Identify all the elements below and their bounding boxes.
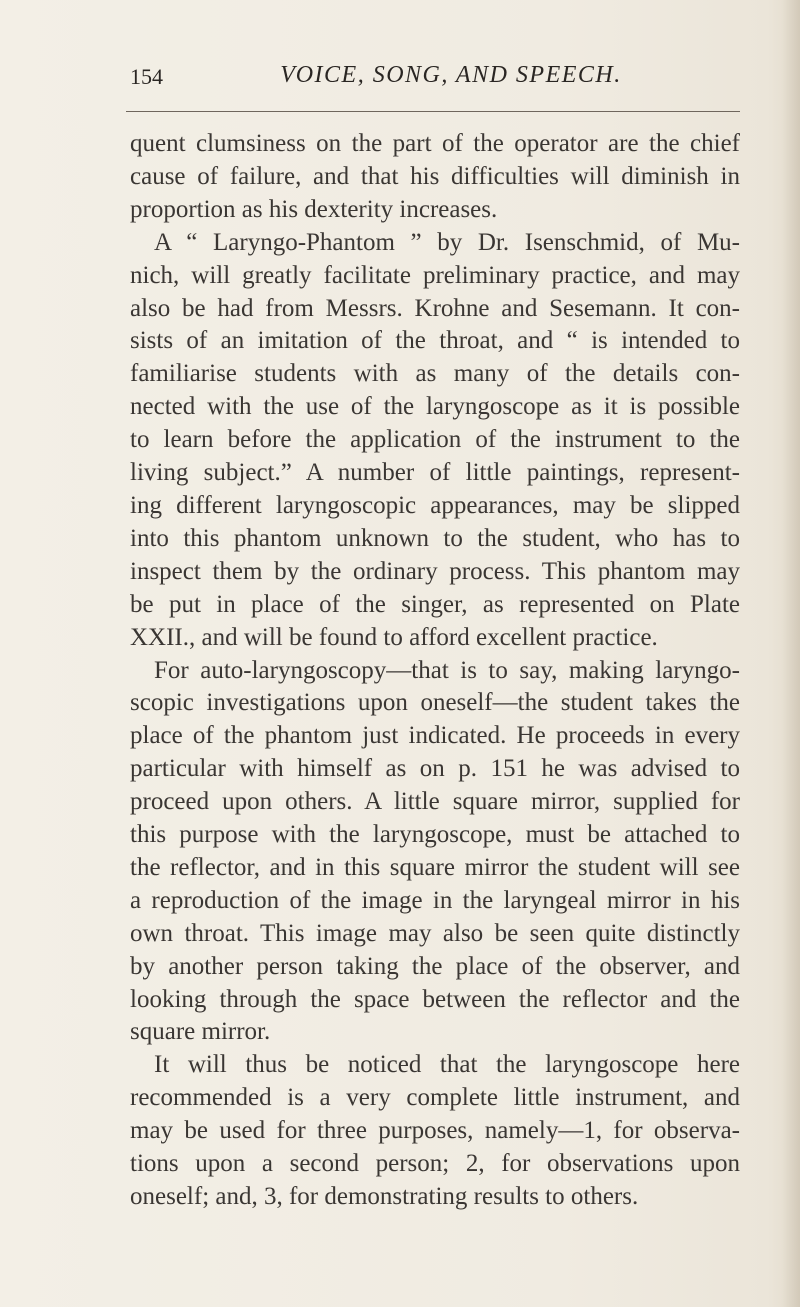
text-line: oneself; and, 3, for demonstrating results to others.: [130, 1183, 639, 1210]
header-rule: [126, 111, 740, 112]
page-edge-shadow: [782, 0, 800, 1307]
paragraph: [130, 655, 740, 1050]
text-line: this purpose with the laryngoscope, must be attached to: [130, 821, 740, 849]
text-line: cause of failure, and that his difficulties will diminish in: [130, 162, 740, 190]
text-line: scopic investigations upon oneself—the student takes the: [130, 689, 740, 717]
text-line: nich, will greatly facilitate preliminary practice, and may: [130, 261, 740, 289]
text-line: may be used for three purposes, namely—1, for observa-: [130, 1117, 740, 1145]
text-line: the reflector, and in this square mirror the student will see: [130, 853, 740, 881]
text-line: tions upon a second person; 2, for observations upon: [130, 1150, 740, 1178]
text-line: also be had from Messrs. Krohne and Sesemann. It con-: [130, 294, 740, 322]
running-title: VOICE, SONG, AND SPEECH.: [280, 62, 622, 88]
paragraph: [130, 1049, 740, 1214]
text-line: by another person taking the place of the observer, and: [130, 952, 740, 980]
text-line: quent clumsiness on the part of the operator are the chief: [130, 130, 740, 157]
text-line: proportion as his dexterity increases.: [130, 195, 498, 223]
text-line: into this phantom unknown to the student, who has to: [130, 524, 740, 552]
text-line: For auto-laryngoscopy—that is to say, making laryngo-: [154, 656, 740, 684]
body-text: [130, 128, 740, 1214]
text-line: ing different laryngoscopic appearances, may be slipped: [130, 491, 740, 519]
text-line: particular with himself as on p. 151 he was advised to: [130, 755, 740, 783]
page-number: 154: [130, 64, 163, 89]
text-line: sists of an imitation of the throat, and “ is intended to: [130, 327, 740, 355]
paragraph: [130, 227, 740, 655]
text-line: be put in place of the singer, as represented on Plate: [130, 590, 740, 618]
text-line: square mirror.: [130, 1018, 271, 1046]
paragraph: [130, 128, 740, 227]
text-line: inspect them by the ordinary process. This phantom may: [130, 557, 740, 585]
text-line: own throat. This image may also be seen quite distinctly: [130, 919, 740, 947]
text-line: recommended is a very complete little instrument, and: [130, 1084, 740, 1112]
text-line: XXII., and will be found to afford excellent practice.: [130, 623, 658, 651]
text-line: living subject.” A number of little paintings, represent-: [130, 459, 740, 487]
text-line: a reproduction of the image in the laryngeal mirror in his: [130, 886, 740, 914]
text-line: proceed upon others. A little square mirror, supplied for: [130, 788, 740, 816]
text-line: A “ Laryngo-Phantom ” by Dr. Isenschmid, of Mu-: [154, 228, 740, 256]
text-line: looking through the space between the reflector and the: [130, 985, 740, 1013]
text-line: nected with the use of the laryngoscope as it is possible: [130, 393, 740, 421]
page-header: [130, 62, 740, 102]
text-line: place of the phantom just indicated. He proceeds in every: [130, 722, 740, 750]
text-line: familiarise students with as many of the details con-: [130, 360, 740, 388]
text-line: to learn before the application of the instrument to the: [130, 426, 740, 454]
text-line: It will thus be noticed that the laryngoscope here: [154, 1051, 740, 1079]
